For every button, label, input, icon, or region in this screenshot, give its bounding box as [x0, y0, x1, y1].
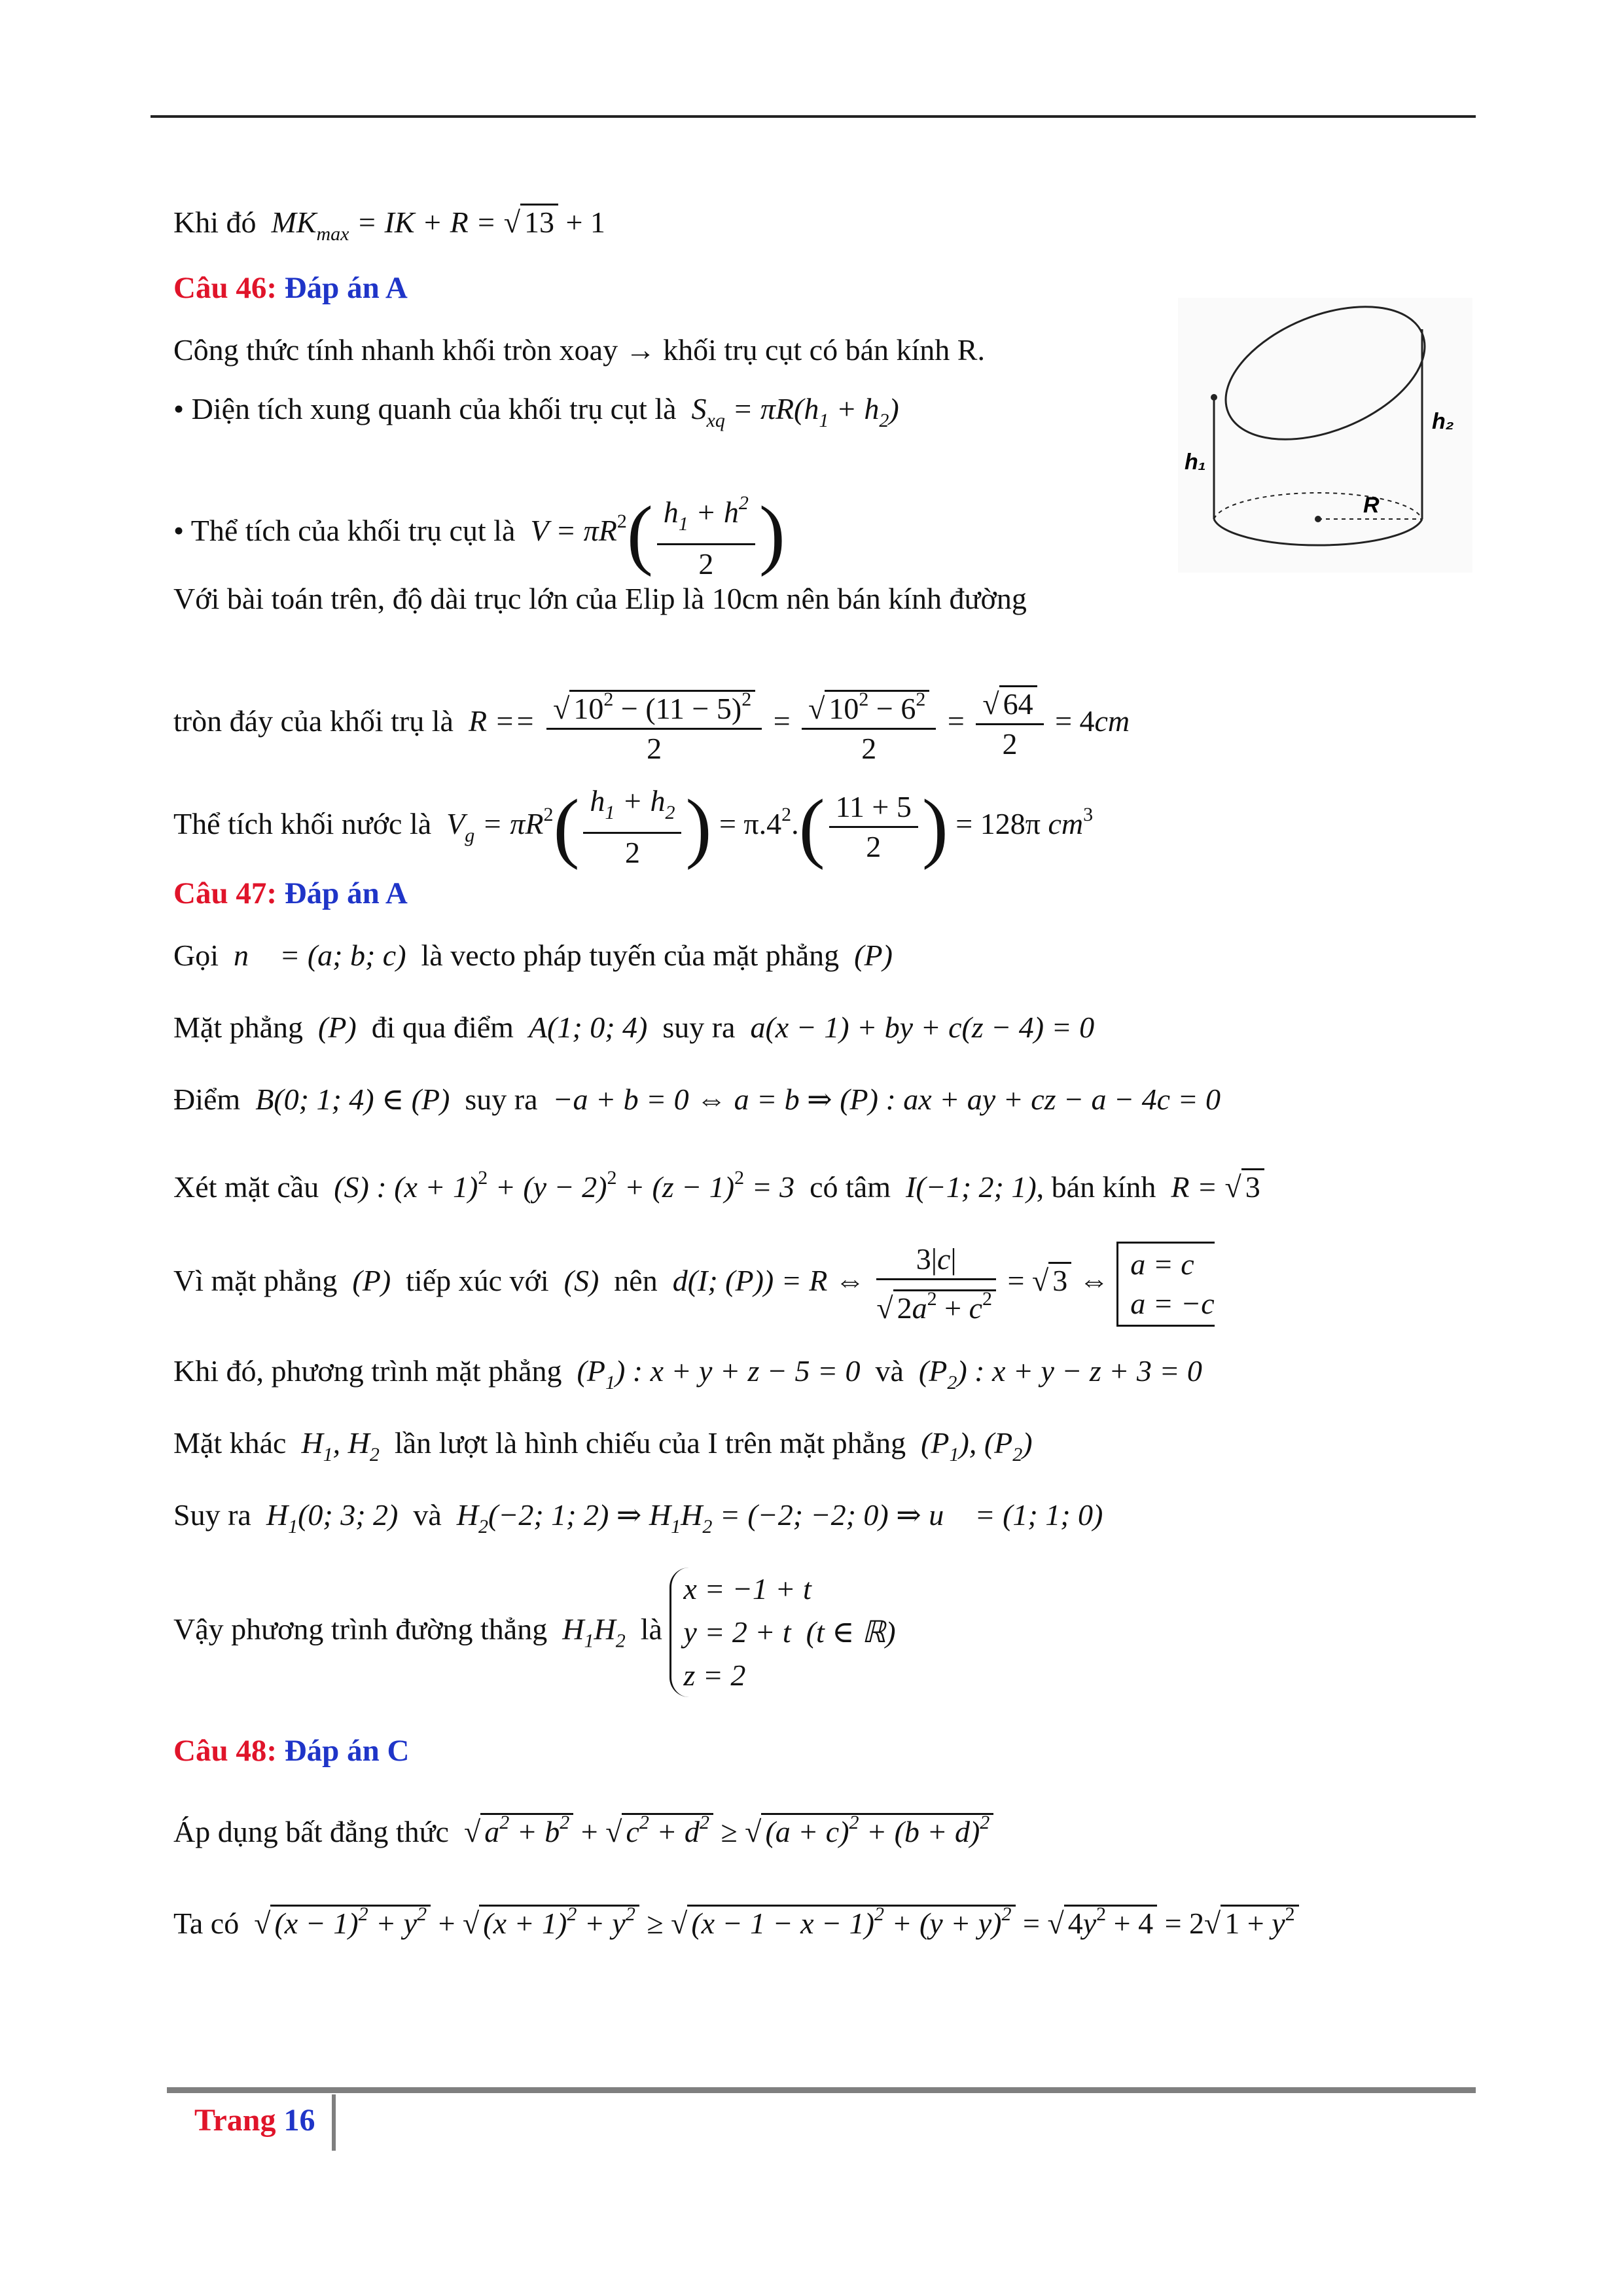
question-46-heading [173, 268, 408, 308]
page-number: Trang 16 [194, 2103, 315, 2138]
text-line: Ta có √ $(x - 1)^2 + y^2$ + √ $(x + 1)^2 + y^2$ ≥ √ $(x - 1 - x - 1)^2 + (y + y)^2$ = √ $4y^2 + 4 = 2√$ $1 + y^2$ [173, 1895, 1299, 1943]
footer-rule [167, 2087, 1476, 2093]
text-line: Thể tích khối nước là $V_g = \pi R^2$( $\frac{h_1 + h_2}{2}$ ) = $\pi.4^2$.( $\frac{11 + 5}{2}$ ) = 128π $cm^3$ [173, 783, 1094, 870]
text-line: Công thức tính nhanh khối tròn xoay → khối trụ cụt có bán kính R. [173, 333, 985, 367]
text-line: Suy ra $H_1(0$; 3; 2) và $H_2(-2$; 1; 2) ⇒ $H_1H_2 = (-2$; −2; 0) ⇒ u⃗ = (1; 1; 0) [173, 1498, 1103, 1537]
text-line: Khi đó $MK_{max}$ = IK + R = √ 13 + 1 [173, 203, 605, 254]
text-line: Với bài toán trên, độ dài trục lớn của Elip là 10cm nên bán kính đường [173, 582, 1027, 615]
header-rule [151, 115, 1476, 118]
text-line: Mặt khác $H_1$, $H_2$ lần lượt là hình chiếu của I trên mặt phẳng $(P_1)$, $(P_2)$ [173, 1426, 1033, 1465]
cylinder-diagram [1178, 298, 1472, 573]
question-number: Câu 46: [173, 271, 277, 305]
answer-label: Đáp án A [284, 271, 408, 305]
footer-separator [332, 2094, 336, 2151]
question-47-heading: Câu 47: Đáp án A [173, 876, 408, 910]
h1-label: h₁ [1185, 450, 1206, 475]
text-line: Áp dụng bất đẳng thức √ $a^2 + b^2$ + √ $c^2 + d^2$ ≥ √ $(a + c)^2 + (b + d)^2$ [173, 1803, 993, 1852]
radius-label: R [1363, 493, 1380, 518]
h2-label: h₂ [1432, 409, 1454, 434]
text-line: • Thể tích của khối trụ cụt là $V = \pi R^2$( $\frac{h_1 + h^2}{2}$ ) [173, 484, 785, 583]
question-48-heading: Câu 48: Đáp án C [173, 1734, 410, 1768]
text-line: • Diện tích xung quanh của khối trụ cụt là $S_{xq} = \pi R(h_1 + h_2)$ [173, 392, 899, 431]
text-line: Điểm B(0; 1; 4) ∈ (P) suy ra −a + b = 0 ⇔ a = b ⇒ (P) : ax + ay + cz − a − 4c = 0 [173, 1083, 1221, 1116]
text-line: Xét mặt cầu (S) : $(x + 1)^2 + (y - 2)^2 + (z - 1)^2 = 3$ có tâm I(−1; 2; 1), bán kính R = √ 3 [173, 1158, 1264, 1207]
truncated-cylinder-figure [1178, 298, 1472, 573]
khi-do-label: Khi đó [173, 206, 257, 239]
text-line: Gọi n⃗ = (a; b; c) là vecto pháp tuyến của mặt phẳng (P) [173, 939, 893, 972]
text-line: Khi đó, phương trình mặt phẳng $(P_1)$ : x + y + z − 5 = 0 và $(P_2)$ : x + y − z + 3 = 0 [173, 1354, 1202, 1393]
text-line: Vậy phương trình đường thẳng $H_1H_2$ là x = −1 + t y = 2 + t (t ∈ ℝ) z = 2 [173, 1568, 896, 1697]
text-line: Mặt phẳng (P) đi qua điểm A(1; 0; 4) suy ra a(x − 1) + by + c(z − 4) = 0 [173, 1011, 1095, 1044]
text-line: Vì mặt phẳng (P) tiếp xúc với (S) nên d(I; (P)) = R ⇔ $\frac{3|c|}{√ 2a^2 + c^2}$ = √ 3 ⇔ a = c a = −c [173, 1240, 1215, 1327]
text-line: tròn đáy của khối trụ là R == $\frac{√ 10^2 - (11 - 5)^2}{2}$ = $\frac{√ 10^2 - 6^2}{2}$ = $\frac{√ 64}{2}$ = 4cm [173, 681, 1130, 768]
